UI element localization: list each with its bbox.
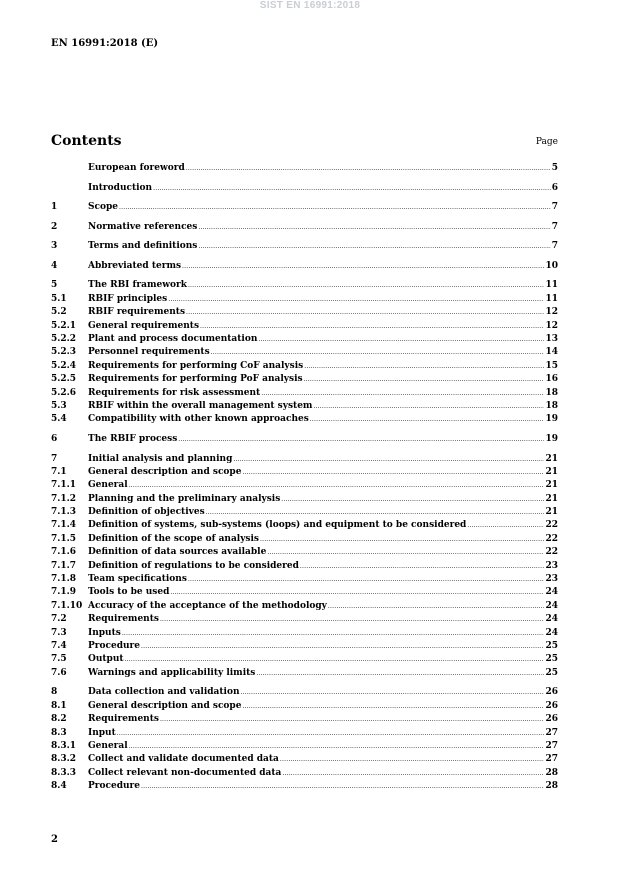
toc-entry-number: 5.2.4 bbox=[51, 360, 77, 371]
toc-dot-leader bbox=[256, 667, 544, 680]
toc-entry-title: Abbreviated terms bbox=[88, 260, 182, 271]
toc-entry[interactable] bbox=[51, 279, 558, 292]
toc-entry-number: 7.1 bbox=[51, 466, 67, 477]
toc-dot-leader bbox=[242, 700, 544, 713]
toc-entry[interactable] bbox=[51, 260, 558, 273]
toc-entry[interactable] bbox=[51, 600, 558, 613]
toc-entry-page: 6 bbox=[551, 182, 558, 193]
toc-entry[interactable] bbox=[51, 387, 558, 400]
toc-entry[interactable] bbox=[51, 433, 558, 446]
toc-entry-title: Team specifications bbox=[88, 574, 187, 585]
toc-entry[interactable] bbox=[51, 573, 558, 586]
document-id: EN 16991:2018 (E) bbox=[51, 38, 159, 49]
toc-dot-leader bbox=[182, 260, 544, 273]
toc-entry-number: 5.2.5 bbox=[51, 374, 77, 385]
toc-entry-page: 28 bbox=[545, 767, 558, 778]
toc-entry-page: 25 bbox=[545, 654, 558, 665]
toc-entry-title: European foreword bbox=[88, 163, 185, 173]
toc-dot-leader bbox=[153, 182, 551, 195]
toc-entry-page: 5 bbox=[551, 163, 558, 173]
toc-dot-leader bbox=[160, 613, 545, 626]
toc-entry[interactable] bbox=[51, 346, 558, 359]
toc-dot-leader bbox=[241, 686, 545, 699]
toc-entry[interactable] bbox=[51, 506, 558, 519]
toc-dot-leader bbox=[260, 533, 544, 546]
toc-entry[interactable] bbox=[51, 373, 558, 386]
toc-entry-title: Requirements for performing CoF analysis bbox=[88, 360, 304, 371]
toc-entry-title: Procedure bbox=[88, 641, 141, 651]
toc-entry[interactable] bbox=[51, 613, 558, 626]
toc-entry-page: 13 bbox=[545, 334, 558, 345]
toc-entry-title: General bbox=[88, 480, 128, 491]
toc-entry-page: 27 bbox=[545, 754, 558, 765]
toc-entry-title: Definition of objectives bbox=[88, 507, 205, 518]
toc-entry-number: 7.3 bbox=[51, 627, 67, 638]
toc-entry-number: 8.4 bbox=[51, 781, 67, 792]
toc-dot-leader bbox=[233, 453, 544, 466]
toc-entry-page: 11 bbox=[545, 293, 558, 304]
toc-entry-number: 8.1 bbox=[51, 700, 67, 711]
toc-entry[interactable] bbox=[51, 727, 558, 740]
toc-dot-leader bbox=[280, 753, 545, 766]
toc-dot-leader bbox=[206, 506, 545, 519]
toc-entry-title: Personnel requirements bbox=[88, 347, 210, 358]
contents-title: Contents bbox=[51, 133, 122, 149]
toc-entry-title: Requirements for risk assessment bbox=[88, 387, 261, 398]
toc-entry-title: Planning and the preliminary analysis bbox=[88, 493, 281, 504]
toc-entry-page: 27 bbox=[545, 727, 558, 738]
toc-entry-number: 8 bbox=[51, 687, 58, 698]
toc-entry-title: Input bbox=[88, 727, 116, 738]
toc-entry-page: 27 bbox=[545, 740, 558, 751]
toc-entry-title: Definition of regulations to be considered bbox=[88, 560, 299, 571]
toc-entry-page: 24 bbox=[545, 614, 558, 625]
toc-entry-title: Accuracy of the acceptance of the methodology bbox=[88, 600, 327, 611]
toc-entry-title: Requirements bbox=[88, 614, 159, 625]
toc-dot-leader bbox=[186, 306, 544, 319]
toc-entry-title: The RBI framework bbox=[88, 280, 187, 291]
toc-dot-leader bbox=[281, 493, 544, 506]
toc-dot-leader bbox=[188, 279, 545, 292]
toc-dot-leader bbox=[304, 360, 544, 373]
toc-dot-leader bbox=[141, 640, 544, 653]
toc-entry-number: 3 bbox=[51, 241, 58, 252]
toc-entry-title: Tools to be used bbox=[88, 587, 170, 598]
toc-entry-number: 1 bbox=[51, 202, 58, 213]
toc-entry-title: Inputs bbox=[88, 627, 121, 638]
toc-dot-leader bbox=[119, 201, 551, 214]
toc-entry-page: 26 bbox=[545, 700, 558, 711]
toc-entry-title: Terms and definitions bbox=[88, 241, 198, 252]
toc-dot-leader bbox=[304, 373, 545, 386]
toc-entry-number: 5.1 bbox=[51, 293, 67, 304]
toc-dot-leader bbox=[178, 433, 544, 446]
toc-entry-title: Requirements bbox=[88, 714, 159, 725]
toc-entry-page: 7 bbox=[551, 241, 558, 252]
toc-entry[interactable] bbox=[51, 182, 558, 195]
toc-entry-page: 12 bbox=[545, 307, 558, 318]
toc-dot-leader bbox=[310, 413, 545, 426]
toc-entry-number: 5.2.6 bbox=[51, 387, 77, 398]
toc-entry-number: 5.4 bbox=[51, 414, 67, 425]
toc-entry-number: 7.1.1 bbox=[51, 480, 77, 491]
toc-entry-page: 22 bbox=[545, 547, 558, 558]
toc-entry[interactable] bbox=[51, 201, 558, 214]
toc-entry[interactable] bbox=[51, 320, 558, 333]
toc-entry-title: General description and scope bbox=[88, 700, 242, 711]
toc-entry[interactable] bbox=[51, 533, 558, 546]
toc-entry-page: 7 bbox=[551, 221, 558, 232]
toc-entry-page: 21 bbox=[545, 466, 558, 477]
toc-entry[interactable] bbox=[51, 519, 558, 532]
toc-entry-page: 25 bbox=[545, 641, 558, 651]
toc-entry[interactable] bbox=[51, 479, 558, 492]
toc-entry[interactable] bbox=[51, 586, 558, 599]
toc-dot-leader bbox=[168, 293, 544, 306]
toc-entry-number: 7.1.2 bbox=[51, 493, 77, 504]
toc-dot-leader bbox=[313, 400, 544, 413]
toc-entry-title: Scope bbox=[88, 202, 119, 213]
toc-entry[interactable] bbox=[51, 333, 558, 346]
toc-dot-leader bbox=[160, 713, 545, 726]
toc-entry-page: 21 bbox=[545, 453, 558, 464]
toc-dot-leader bbox=[117, 727, 545, 740]
toc-entry[interactable] bbox=[51, 627, 558, 640]
toc-entry[interactable] bbox=[51, 740, 558, 753]
toc-entry-page: 12 bbox=[545, 320, 558, 331]
toc-entry-page: 19 bbox=[545, 433, 558, 444]
toc-entry-number: 7.4 bbox=[51, 641, 67, 651]
toc-entry-number: 7.5 bbox=[51, 654, 67, 665]
toc-entry[interactable] bbox=[51, 466, 558, 479]
toc-entry-number: 8.3.2 bbox=[51, 754, 77, 765]
toc-dot-leader bbox=[186, 162, 551, 175]
toc-entry-title: Definition of data sources available bbox=[88, 547, 267, 558]
toc-dot-leader bbox=[141, 780, 544, 793]
toc-entry-number: 8.3.1 bbox=[51, 740, 77, 751]
toc-entry-title: Output bbox=[88, 654, 124, 665]
toc-entry-number: 8.2 bbox=[51, 714, 67, 725]
toc-entry[interactable] bbox=[51, 221, 558, 234]
toc-entry-number: 7.1.5 bbox=[51, 533, 77, 544]
toc-entry[interactable] bbox=[51, 753, 558, 766]
toc-entry-title: Plant and process documentation bbox=[88, 334, 258, 345]
toc-entry-page: 25 bbox=[545, 667, 558, 678]
toc-entry[interactable] bbox=[51, 560, 558, 573]
toc-entry-title: Normative references bbox=[88, 221, 198, 232]
toc-entry-title: Introduction bbox=[88, 182, 153, 193]
toc-entry[interactable] bbox=[51, 360, 558, 373]
toc-entry-number: 5.2.2 bbox=[51, 334, 77, 345]
toc-entry-number: 5.2 bbox=[51, 307, 67, 318]
toc-entry-title: RBIF principles bbox=[88, 293, 168, 304]
toc-dot-leader bbox=[129, 479, 545, 492]
toc-entry-title: General description and scope bbox=[88, 466, 242, 477]
toc-dot-leader bbox=[258, 333, 544, 346]
toc-entry-number: 7 bbox=[51, 453, 58, 464]
toc-entry-number: 7.1.7 bbox=[51, 560, 77, 571]
footer-page-number: 2 bbox=[51, 834, 58, 845]
toc-entry-page: 15 bbox=[545, 360, 558, 371]
toc-entry-title: Data collection and validation bbox=[88, 687, 240, 698]
toc-entry-title: General requirements bbox=[88, 320, 200, 331]
toc-entry-page: 24 bbox=[545, 587, 558, 598]
toc-entry[interactable] bbox=[51, 546, 558, 559]
toc-dot-leader bbox=[122, 627, 545, 640]
toc-dot-leader bbox=[467, 519, 544, 532]
toc-entry-number: 7.1.6 bbox=[51, 547, 77, 558]
toc-dot-leader bbox=[198, 240, 550, 253]
toc-entry-page: 10 bbox=[545, 260, 558, 271]
toc-dot-leader bbox=[125, 653, 545, 666]
toc-entry-page: 26 bbox=[545, 714, 558, 725]
toc-dot-leader bbox=[328, 600, 545, 613]
toc-entry[interactable] bbox=[51, 700, 558, 713]
toc-entry[interactable] bbox=[51, 767, 558, 780]
toc-entry-page: 21 bbox=[545, 480, 558, 491]
toc-dot-leader bbox=[129, 740, 545, 753]
toc-entry-title: Procedure bbox=[88, 781, 141, 792]
toc-entry[interactable] bbox=[51, 240, 558, 253]
toc-entry-number: 7.1.4 bbox=[51, 520, 77, 531]
toc-entry-number: 7.1.10 bbox=[51, 600, 83, 611]
toc-entry-page: 18 bbox=[545, 387, 558, 398]
toc-entry-number: 7.6 bbox=[51, 667, 67, 678]
toc-entry-number: 8.3.3 bbox=[51, 767, 77, 778]
toc-entry-number: 2 bbox=[51, 221, 58, 232]
toc-entry[interactable] bbox=[51, 400, 558, 413]
toc-entry-number: 6 bbox=[51, 433, 58, 444]
toc-entry-number: 7.2 bbox=[51, 614, 67, 625]
toc-entry[interactable] bbox=[51, 453, 558, 466]
toc-entry-page: 21 bbox=[545, 493, 558, 504]
toc-entry-title: Collect relevant non-documented data bbox=[88, 767, 282, 778]
toc-entry-page: 7 bbox=[551, 202, 558, 213]
toc-entry-number: 5.2.1 bbox=[51, 320, 77, 331]
toc-dot-leader bbox=[211, 346, 545, 359]
watermark: SIST EN 16991:2018 bbox=[259, 0, 361, 11]
toc-entry-number: 7.1.9 bbox=[51, 587, 77, 598]
toc-dot-leader bbox=[198, 221, 550, 234]
toc-entry[interactable] bbox=[51, 667, 558, 680]
toc-entry-page: 21 bbox=[545, 507, 558, 518]
page-column-label: Page bbox=[535, 137, 558, 147]
toc-entry-title: Compatibility with other known approaches bbox=[88, 414, 309, 425]
toc-entry-title: Definition of systems, sub-systems (loops) and equipment to be considered bbox=[88, 520, 467, 531]
toc-entry-number: 8.3 bbox=[51, 727, 67, 738]
toc-dot-leader bbox=[282, 767, 544, 780]
toc-dot-leader bbox=[261, 387, 544, 400]
toc-dot-leader bbox=[242, 466, 544, 479]
toc-dot-leader bbox=[188, 573, 545, 586]
toc-entry-page: 19 bbox=[545, 414, 558, 425]
toc-entry[interactable] bbox=[51, 653, 558, 666]
toc-entry-title: Warnings and applicability limits bbox=[88, 667, 256, 678]
toc-entry[interactable] bbox=[51, 162, 558, 175]
table-of-contents bbox=[51, 162, 558, 793]
toc-dot-leader bbox=[200, 320, 544, 333]
toc-entry[interactable] bbox=[51, 493, 558, 506]
toc-entry-number: 5.3 bbox=[51, 400, 67, 411]
toc-entry-page: 14 bbox=[545, 347, 558, 358]
toc-entry[interactable] bbox=[51, 640, 558, 653]
toc-entry[interactable] bbox=[51, 306, 558, 319]
toc-dot-leader bbox=[170, 586, 544, 599]
toc-entry-page: 28 bbox=[545, 781, 558, 792]
toc-entry[interactable] bbox=[51, 293, 558, 306]
toc-entry-page: 23 bbox=[545, 560, 558, 571]
toc-entry-number: 7.1.8 bbox=[51, 574, 77, 585]
toc-entry-number: 4 bbox=[51, 260, 58, 271]
toc-entry-page: 26 bbox=[545, 687, 558, 698]
toc-entry-title: RBIF within the overall management system bbox=[88, 400, 313, 411]
toc-entry-title: General bbox=[88, 740, 128, 751]
toc-entry-title: Initial analysis and planning bbox=[88, 453, 233, 464]
toc-entry-page: 22 bbox=[545, 520, 558, 531]
toc-entry-page: 24 bbox=[545, 627, 558, 638]
toc-entry-title: RBIF requirements bbox=[88, 307, 186, 318]
toc-entry[interactable] bbox=[51, 713, 558, 726]
toc-entry-title: Requirements for performing PoF analysis bbox=[88, 374, 303, 385]
toc-entry-page: 23 bbox=[545, 574, 558, 585]
toc-entry[interactable] bbox=[51, 686, 558, 699]
toc-entry-number: 7.1.3 bbox=[51, 507, 77, 518]
toc-entry-page: 22 bbox=[545, 533, 558, 544]
toc-entry-title: The RBIF process bbox=[88, 433, 178, 444]
toc-entry-page: 18 bbox=[545, 400, 558, 411]
toc-entry-page: 16 bbox=[545, 374, 558, 385]
toc-entry-page: 24 bbox=[545, 600, 558, 611]
toc-entry-title: Collect and validate documented data bbox=[88, 754, 279, 765]
toc-dot-leader bbox=[300, 560, 545, 573]
toc-dot-leader bbox=[267, 546, 544, 559]
toc-entry-title: Definition of the scope of analysis bbox=[88, 533, 259, 544]
toc-entry-number: 5.2.3 bbox=[51, 347, 77, 358]
toc-entry-number: 5 bbox=[51, 280, 58, 291]
toc-entry[interactable] bbox=[51, 413, 558, 426]
toc-entry[interactable] bbox=[51, 780, 558, 793]
toc-entry-page: 11 bbox=[545, 280, 558, 291]
